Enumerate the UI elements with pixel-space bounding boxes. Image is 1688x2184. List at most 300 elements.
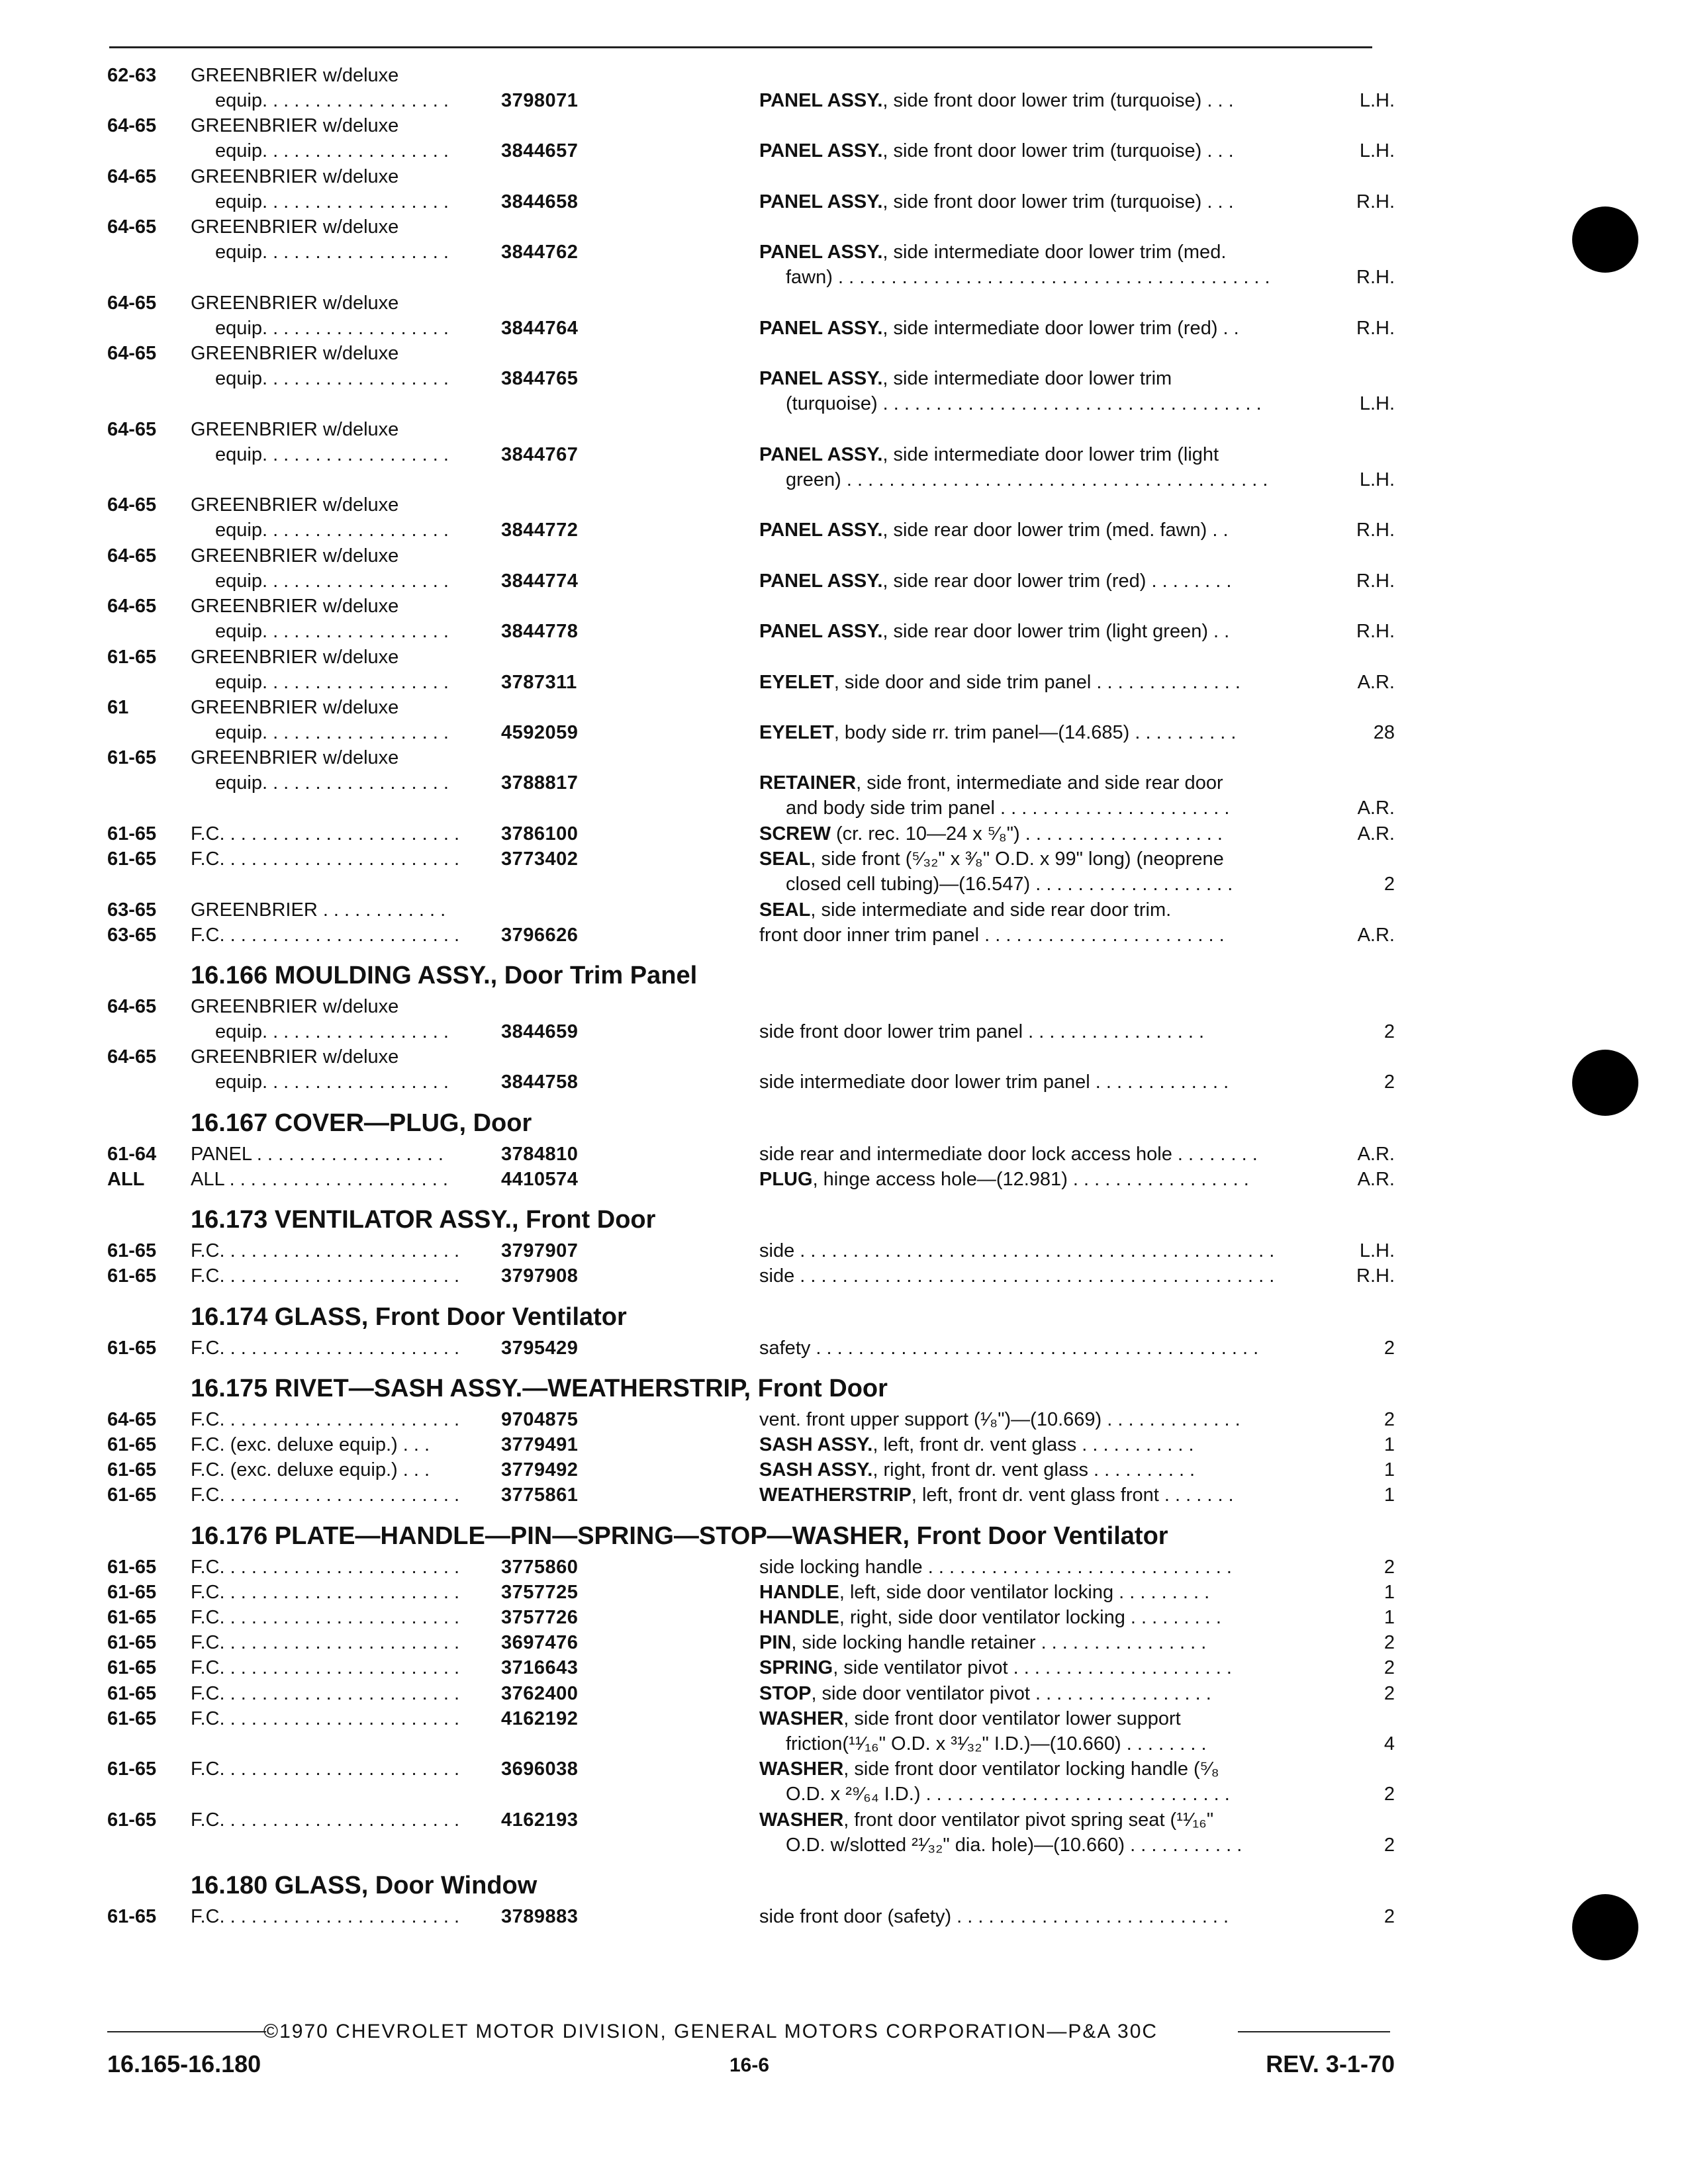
part-entry — [0, 166, 1688, 216]
section-title: 16.174 GLASS, Front Door Ventilator — [191, 1302, 627, 1331]
entry-line — [0, 722, 1688, 747]
part-name: STOP — [759, 1682, 812, 1704]
part-description — [759, 1169, 1249, 1191]
description-text: , left, side door ventilator locking . . . . . . . . . — [839, 1581, 1210, 1603]
quantity: 2 — [1383, 1021, 1395, 1042]
model-years: 61-65 — [107, 1459, 157, 1481]
application-text: ALL . . . . . . . . . . . . . . . . . . . . . — [191, 1169, 448, 1190]
description-text: side front door lower trim panel . . . . . . . . . . . . . . . . . — [759, 1021, 1205, 1042]
quantity: 1 — [1383, 1607, 1395, 1628]
part-description — [759, 848, 1224, 870]
description-continuation: friction(¹¹⁄₁₆" O.D. x ³¹⁄₃₂" I.D.)—(10.660) . . . . . . . . — [786, 1733, 1207, 1754]
application-text: GREENBRIER w/deluxe — [191, 494, 399, 516]
part-number: 3696038 — [501, 1758, 579, 1780]
entry-line — [0, 191, 1688, 216]
entry-line — [0, 1708, 1688, 1733]
application-text: F.C. (exc. deluxe equip.) . . . — [191, 1434, 430, 1455]
model-years: 61-65 — [107, 1240, 157, 1262]
description-text: side locking handle . . . . . . . . . . . . . . . . . . . . . . . . . . . . . — [759, 1556, 1232, 1578]
part-name: PANEL ASSY. — [759, 90, 883, 111]
application-text: equip. . . . . . . . . . . . . . . . . . — [215, 772, 449, 794]
part-entry — [0, 1046, 1688, 1097]
description-text: , side front door lower trim (turquoise) . . . — [882, 90, 1234, 111]
application-text: equip. . . . . . . . . . . . . . . . . . — [215, 317, 449, 339]
description-text: , side rear door lower trim (red) . . . . . . . . — [882, 570, 1232, 592]
part-number: 3844658 — [501, 191, 579, 212]
application-text: GREENBRIER w/deluxe — [191, 65, 399, 86]
entry-line — [0, 621, 1688, 646]
part-name: HANDLE — [759, 1607, 839, 1628]
quantity: R.H. — [1356, 317, 1395, 339]
part-number: 3796626 — [501, 924, 579, 946]
application-text: GREENBRIER w/deluxe — [191, 646, 399, 668]
description-text: side . . . . . . . . . . . . . . . . . . . . . . . . . . . . . . . . . . . . . . . . . . . . . — [759, 1240, 1275, 1262]
description-text: side . . . . . . . . . . . . . . . . . . . . . . . . . . . . . . . . . . . . . . . . . . . . . — [759, 1265, 1275, 1287]
description-text: , side ventilator pivot . . . . . . . . . . . . . . . . . . . . . — [833, 1657, 1232, 1679]
description-text: , side front (⁵⁄₃₂" x ³⁄₈" O.D. x 99" long) (neoprene — [810, 848, 1224, 870]
entry-line — [0, 1557, 1688, 1582]
part-name: WASHER — [759, 1707, 844, 1729]
part-number: 3779491 — [501, 1434, 579, 1455]
entry-line — [0, 1657, 1688, 1682]
quantity: 2 — [1383, 1834, 1395, 1856]
entry-line — [0, 1835, 1688, 1860]
application-text: PANEL . . . . . . . . . . . . . . . . . . — [191, 1143, 444, 1165]
part-entry — [0, 1240, 1688, 1265]
model-years: 64-65 — [107, 596, 157, 617]
model-years: 61-65 — [107, 1682, 157, 1704]
part-entry — [0, 1144, 1688, 1169]
application-text: F.C. . . . . . . . . . . . . . . . . . . . . . . — [191, 1809, 460, 1831]
model-years: 61-65 — [107, 1434, 157, 1455]
part-description — [759, 1809, 1213, 1831]
part-description — [759, 621, 1229, 643]
model-years: 64-65 — [107, 165, 157, 187]
part-entry — [0, 1265, 1688, 1291]
description-continuation: fawn) . . . . . . . . . . . . . . . . . . . . . . . . . . . . . . . . . . . . . . . . . — [786, 267, 1270, 289]
part-description — [759, 570, 1231, 592]
entry-line — [0, 1071, 1688, 1097]
model-years: 64-65 — [107, 115, 157, 137]
part-entry — [0, 1459, 1688, 1484]
application-text: F.C. . . . . . . . . . . . . . . . . . . . . . . — [191, 924, 460, 946]
part-description — [759, 520, 1229, 541]
part-entry — [0, 1434, 1688, 1459]
description-text: (cr. rec. 10—24 x ⁵⁄₈") . . . . . . . . . . . . . . . . . . . — [830, 823, 1223, 844]
part-description — [759, 1557, 1232, 1578]
part-description — [759, 925, 1225, 946]
part-number: 3844762 — [501, 242, 579, 263]
entry-line — [0, 1265, 1688, 1291]
part-name: PANEL ASSY. — [759, 621, 883, 643]
top-rule — [109, 46, 1372, 48]
part-description — [759, 140, 1234, 162]
part-number: 4162192 — [501, 1707, 579, 1729]
entry-line — [0, 772, 1688, 797]
entry-line — [0, 293, 1688, 318]
model-years: 61-65 — [107, 823, 157, 844]
footer-range: 16.165-16.180 — [107, 2050, 261, 2077]
part-entry — [0, 1708, 1688, 1758]
part-entry — [0, 996, 1688, 1046]
part-entry — [0, 697, 1688, 747]
part-description — [759, 318, 1239, 340]
model-years: 64-65 — [107, 343, 157, 365]
application-text: GREENBRIER w/deluxe — [191, 1046, 399, 1068]
entry-line — [0, 1240, 1688, 1265]
description-text: , side rear door lower trim (med. fawn) . . — [882, 520, 1229, 541]
application-text: F.C. . . . . . . . . . . . . . . . . . . . . . . — [191, 1682, 460, 1704]
part-number: 3797908 — [501, 1265, 579, 1287]
application-text: F.C. . . . . . . . . . . . . . . . . . . . . . . — [191, 1632, 460, 1654]
entry-line — [0, 1459, 1688, 1484]
description-continuation: O.D. w/slotted ²¹⁄₃₂" dia. hole)—(10.660) . . . . . . . . . . . — [786, 1834, 1243, 1856]
model-years: 61-65 — [107, 1607, 157, 1628]
part-entry — [0, 1557, 1688, 1582]
quantity: R.H. — [1356, 267, 1395, 289]
application-text: equip. . . . . . . . . . . . . . . . . . — [215, 671, 449, 693]
description-continuation: and body side trim panel . . . . . . . . . . . . . . . . . . . . . . — [786, 797, 1230, 819]
part-number: 3844774 — [501, 570, 579, 592]
part-name: RETAINER — [759, 772, 857, 794]
entry-line — [0, 65, 1688, 90]
quantity: 1 — [1383, 1484, 1395, 1506]
part-number: 3844657 — [501, 140, 579, 162]
part-description — [759, 444, 1219, 466]
entry-line — [0, 672, 1688, 697]
part-entry — [0, 823, 1688, 848]
entry-line — [0, 318, 1688, 343]
entry-line — [0, 343, 1688, 368]
part-number: 3844659 — [501, 1021, 579, 1042]
entry-line — [0, 1169, 1688, 1194]
quantity: R.H. — [1356, 1265, 1395, 1287]
application-text: F.C. . . . . . . . . . . . . . . . . . . . . . . — [191, 823, 460, 844]
entry-line — [0, 1484, 1688, 1510]
entry-line — [0, 494, 1688, 520]
part-entry — [0, 293, 1688, 343]
part-entry — [0, 747, 1688, 823]
part-description — [759, 368, 1172, 390]
entry-line — [0, 1733, 1688, 1758]
part-number: 3775860 — [501, 1556, 579, 1578]
application-text: F.C. . . . . . . . . . . . . . . . . . . . . . . — [191, 1581, 460, 1603]
part-number: 3844764 — [501, 317, 579, 339]
application-text: F.C. . . . . . . . . . . . . . . . . . . . . . . — [191, 1408, 460, 1430]
quantity: 2 — [1383, 1632, 1395, 1654]
part-name: PANEL ASSY. — [759, 242, 883, 263]
part-description — [759, 1657, 1232, 1679]
description-text: , side intermediate door lower trim — [882, 368, 1172, 390]
model-years: 61-64 — [107, 1143, 157, 1165]
model-years: 61-65 — [107, 1707, 157, 1729]
part-entry — [0, 1683, 1688, 1708]
description-text: , side front door ventilator locking handle (⁵⁄₈ — [843, 1758, 1219, 1780]
description-text: , side door and side trim panel . . . . . . . . . . . . . . — [833, 671, 1241, 693]
part-description — [759, 1338, 1258, 1359]
quantity: 2 — [1383, 1337, 1395, 1359]
quantity: 2 — [1383, 1556, 1395, 1578]
section-title: 16.167 COVER—PLUG, Door — [191, 1109, 532, 1137]
entry-line — [0, 1046, 1688, 1071]
part-entry — [0, 848, 1688, 899]
model-years: 61-65 — [107, 1484, 157, 1506]
part-entry — [0, 1409, 1688, 1434]
application-text: GREENBRIER w/deluxe — [191, 165, 399, 187]
model-years: 61-65 — [107, 1265, 157, 1287]
quantity: R.H. — [1356, 621, 1395, 643]
quantity: 2 — [1383, 1071, 1395, 1093]
application-text: F.C. . . . . . . . . . . . . . . . . . . . . . . — [191, 1607, 460, 1628]
part-number: 3779492 — [501, 1459, 579, 1481]
entry-line — [0, 848, 1688, 874]
description-text: , body side rr. trim panel—(14.685) . . . . . . . . . . — [833, 722, 1237, 743]
application-text: equip. . . . . . . . . . . . . . . . . . — [215, 191, 449, 212]
model-years: 61-65 — [107, 1556, 157, 1578]
part-description — [759, 1906, 1229, 1928]
part-entry — [0, 1169, 1688, 1194]
model-years: 61-65 — [107, 1337, 157, 1359]
part-number: 3757725 — [501, 1581, 579, 1603]
application-text: GREENBRIER w/deluxe — [191, 596, 399, 617]
description-continuation: green) . . . . . . . . . . . . . . . . . . . . . . . . . . . . . . . . . . . . . . . . — [786, 469, 1268, 490]
model-years: 61-65 — [107, 1906, 157, 1927]
part-number: 3697476 — [501, 1632, 579, 1654]
application-text: F.C. (exc. deluxe equip.) . . . — [191, 1459, 430, 1481]
model-years: 64-65 — [107, 216, 157, 238]
model-years: 64-65 — [107, 418, 157, 440]
description-text: , right, side door ventilator locking . . . . . . . . . — [839, 1607, 1221, 1628]
part-number: 3798071 — [501, 90, 579, 111]
entry-line — [0, 899, 1688, 925]
model-years: 63-65 — [107, 924, 157, 946]
part-entry — [0, 899, 1688, 925]
application-text: equip. . . . . . . . . . . . . . . . . . — [215, 242, 449, 263]
entry-line — [0, 925, 1688, 950]
part-number: 3786100 — [501, 823, 579, 844]
entry-line — [0, 140, 1688, 165]
application-text: GREENBRIER . . . . . . . . . . . . — [191, 899, 446, 921]
part-entry — [0, 1657, 1688, 1682]
application-text: F.C. . . . . . . . . . . . . . . . . . . . . . . — [191, 1906, 460, 1927]
part-name: EYELET — [759, 671, 834, 693]
part-name: PANEL ASSY. — [759, 443, 883, 465]
application-text: equip. . . . . . . . . . . . . . . . . . — [215, 621, 449, 643]
application-text: equip. . . . . . . . . . . . . . . . . . — [215, 90, 449, 111]
description-text: , side intermediate door lower trim (light — [882, 443, 1219, 465]
description-text: vent. front upper support (¹⁄₈")—(10.669) . . . . . . . . . . . . . — [759, 1408, 1241, 1430]
part-entry — [0, 1484, 1688, 1510]
description-text: , front door ventilator pivot spring seat (¹¹⁄₁₆" — [843, 1809, 1214, 1831]
model-years: 61-65 — [107, 646, 157, 668]
entry-line — [0, 90, 1688, 115]
entry-line — [0, 166, 1688, 191]
quantity: 2 — [1383, 874, 1395, 895]
application-text: F.C. . . . . . . . . . . . . . . . . . . . . . . — [191, 1484, 460, 1506]
application-text: equip. . . . . . . . . . . . . . . . . . — [215, 140, 449, 162]
application-text: equip. . . . . . . . . . . . . . . . . . — [215, 570, 449, 592]
entry-line — [0, 216, 1688, 242]
part-name: PIN — [759, 1632, 792, 1654]
description-text: front door inner trim panel . . . . . . . . . . . . . . . . . . . . . . . — [759, 924, 1225, 946]
entry-line — [0, 1758, 1688, 1784]
quantity: A.R. — [1357, 671, 1395, 693]
model-years: 64-65 — [107, 494, 157, 516]
quantity: 1 — [1383, 1581, 1395, 1603]
description-text: , hinge access hole—(12.981) . . . . . . . . . . . . . . . . . — [812, 1169, 1249, 1190]
entry-line — [0, 1784, 1688, 1809]
model-years: 61-65 — [107, 1632, 157, 1654]
entry-line — [0, 747, 1688, 772]
model-years: 61-65 — [107, 1657, 157, 1679]
part-number: 3844778 — [501, 621, 579, 643]
part-description — [759, 1632, 1206, 1654]
quantity: A.R. — [1357, 823, 1395, 844]
part-name: WEATHERSTRIP — [759, 1484, 912, 1506]
description-text: , left, front dr. vent glass front . . . . . . . — [911, 1484, 1234, 1506]
entry-line — [0, 368, 1688, 393]
quantity: 28 — [1373, 722, 1395, 743]
application-text: GREENBRIER w/deluxe — [191, 697, 399, 718]
part-number: 3795429 — [501, 1337, 579, 1359]
description-text: , side front, intermediate and side rear door — [856, 772, 1223, 794]
application-text: F.C. . . . . . . . . . . . . . . . . . . . . . . — [191, 848, 460, 870]
part-entry — [0, 647, 1688, 697]
part-number: 3775861 — [501, 1484, 579, 1506]
footer-page-number: 16-6 — [729, 2054, 770, 2076]
model-years: 61-65 — [107, 848, 157, 870]
part-entry — [0, 65, 1688, 115]
description-text: , side rear door lower trim (light green) . . — [882, 621, 1230, 643]
entry-line — [0, 596, 1688, 621]
part-name: SCREW — [759, 823, 831, 844]
part-name: PANEL ASSY. — [759, 317, 883, 339]
part-name: HANDLE — [759, 1581, 839, 1603]
entry-line — [0, 115, 1688, 140]
part-description — [759, 242, 1226, 263]
part-number: 3784810 — [501, 1143, 579, 1165]
entry-line — [0, 1021, 1688, 1046]
application-text: GREENBRIER w/deluxe — [191, 747, 399, 769]
part-name: SEAL — [759, 899, 811, 921]
part-name: PANEL ASSY. — [759, 368, 883, 390]
application-text: F.C. . . . . . . . . . . . . . . . . . . . . . . — [191, 1556, 460, 1578]
part-description — [759, 1758, 1219, 1780]
model-years: 64-65 — [107, 292, 157, 314]
entry-line — [0, 996, 1688, 1021]
model-years: 64-65 — [107, 996, 157, 1017]
section-title: 16.180 GLASS, Door Window — [191, 1872, 538, 1899]
footer-copyright: ©1970 CHEVROLET MOTOR DIVISION, GENERAL MOTORS CORPORATION—P&A 30C — [263, 2021, 1158, 2042]
description-text: safety . . . . . . . . . . . . . . . . . . . . . . . . . . . . . . . . . . . . . . . . . . — [759, 1337, 1259, 1359]
application-text: F.C. . . . . . . . . . . . . . . . . . . . . . . — [191, 1265, 460, 1287]
model-years: 62-63 — [107, 65, 157, 86]
model-years: 61-65 — [107, 1758, 157, 1780]
part-number: 9704875 — [501, 1408, 579, 1430]
part-number: 3757726 — [501, 1607, 579, 1628]
part-number: 3844765 — [501, 368, 579, 390]
application-text: GREENBRIER w/deluxe — [191, 418, 399, 440]
entry-line — [0, 570, 1688, 596]
part-description — [759, 672, 1241, 694]
part-number: 3844767 — [501, 443, 579, 465]
application-text: GREENBRIER w/deluxe — [191, 115, 399, 137]
part-entry — [0, 1906, 1688, 1931]
entry-line — [0, 444, 1688, 469]
part-entry — [0, 419, 1688, 494]
part-number: 3788817 — [501, 772, 579, 794]
part-description — [759, 1708, 1181, 1730]
part-name: SASH ASSY. — [759, 1459, 873, 1481]
part-number: 3797907 — [501, 1240, 579, 1262]
application-text: F.C. . . . . . . . . . . . . . . . . . . . . . . — [191, 1337, 460, 1359]
application-text: GREENBRIER w/deluxe — [191, 292, 399, 314]
part-description — [759, 1071, 1229, 1093]
part-number: 4162193 — [501, 1809, 579, 1831]
entry-line — [0, 520, 1688, 545]
part-description — [759, 1240, 1274, 1262]
part-description — [759, 722, 1236, 744]
description-text: side front door (safety) . . . . . . . . . . . . . . . . . . . . . . . . . . — [759, 1906, 1229, 1927]
part-name: WASHER — [759, 1758, 844, 1780]
quantity: R.H. — [1356, 191, 1395, 212]
description-continuation: O.D. x ²⁹⁄₆₄ I.D.) . . . . . . . . . . . . . . . . . . . . . . . . . . . . . — [786, 1784, 1230, 1805]
quantity: R.H. — [1356, 570, 1395, 592]
part-entry — [0, 216, 1688, 292]
description-text: , right, front dr. vent glass . . . . . . . . . . — [872, 1459, 1196, 1481]
part-number: 3773402 — [501, 848, 579, 870]
quantity: 2 — [1383, 1408, 1395, 1430]
part-entry — [0, 925, 1688, 950]
entry-line — [0, 823, 1688, 848]
application-text: GREENBRIER w/deluxe — [191, 996, 399, 1017]
part-number: 3762400 — [501, 1682, 579, 1704]
application-text: F.C. . . . . . . . . . . . . . . . . . . . . . . — [191, 1758, 460, 1780]
entry-line — [0, 419, 1688, 444]
model-years: 64-65 — [107, 545, 157, 567]
quantity: L.H. — [1359, 90, 1395, 111]
entry-line — [0, 1683, 1688, 1708]
part-name: PANEL ASSY. — [759, 570, 883, 592]
quantity: 2 — [1383, 1682, 1395, 1704]
entry-line — [0, 1906, 1688, 1931]
part-name: WASHER — [759, 1809, 844, 1831]
entry-line — [0, 1144, 1688, 1169]
part-entry — [0, 596, 1688, 646]
part-entry — [0, 494, 1688, 545]
part-description — [759, 1021, 1204, 1043]
section-title: 16.176 PLATE—HANDLE—PIN—SPRING—STOP—WASHER, Front Door Ventilator — [191, 1522, 1168, 1550]
part-description — [759, 1459, 1195, 1481]
model-years: 61-65 — [107, 1809, 157, 1831]
footer-revision: REV. 3-1-70 — [1266, 2050, 1395, 2077]
part-entry — [0, 115, 1688, 165]
part-number: 3844758 — [501, 1071, 579, 1093]
quantity: 1 — [1383, 1459, 1395, 1481]
part-number: 3789883 — [501, 1906, 579, 1927]
description-text: , side intermediate door lower trim (red) . . — [882, 317, 1239, 339]
application-text: GREENBRIER w/deluxe — [191, 216, 399, 238]
application-text: equip. . . . . . . . . . . . . . . . . . — [215, 368, 449, 390]
description-text: , side locking handle retainer . . . . . . . . . . . . . . . . — [791, 1632, 1207, 1654]
part-number: 3844772 — [501, 520, 579, 541]
entry-line — [0, 1338, 1688, 1363]
entry-line — [0, 267, 1688, 292]
part-name: PLUG — [759, 1169, 813, 1190]
quantity: 4 — [1383, 1733, 1395, 1754]
entry-line — [0, 1582, 1688, 1607]
description-text: , side front door lower trim (turquoise) . . . — [882, 140, 1234, 162]
